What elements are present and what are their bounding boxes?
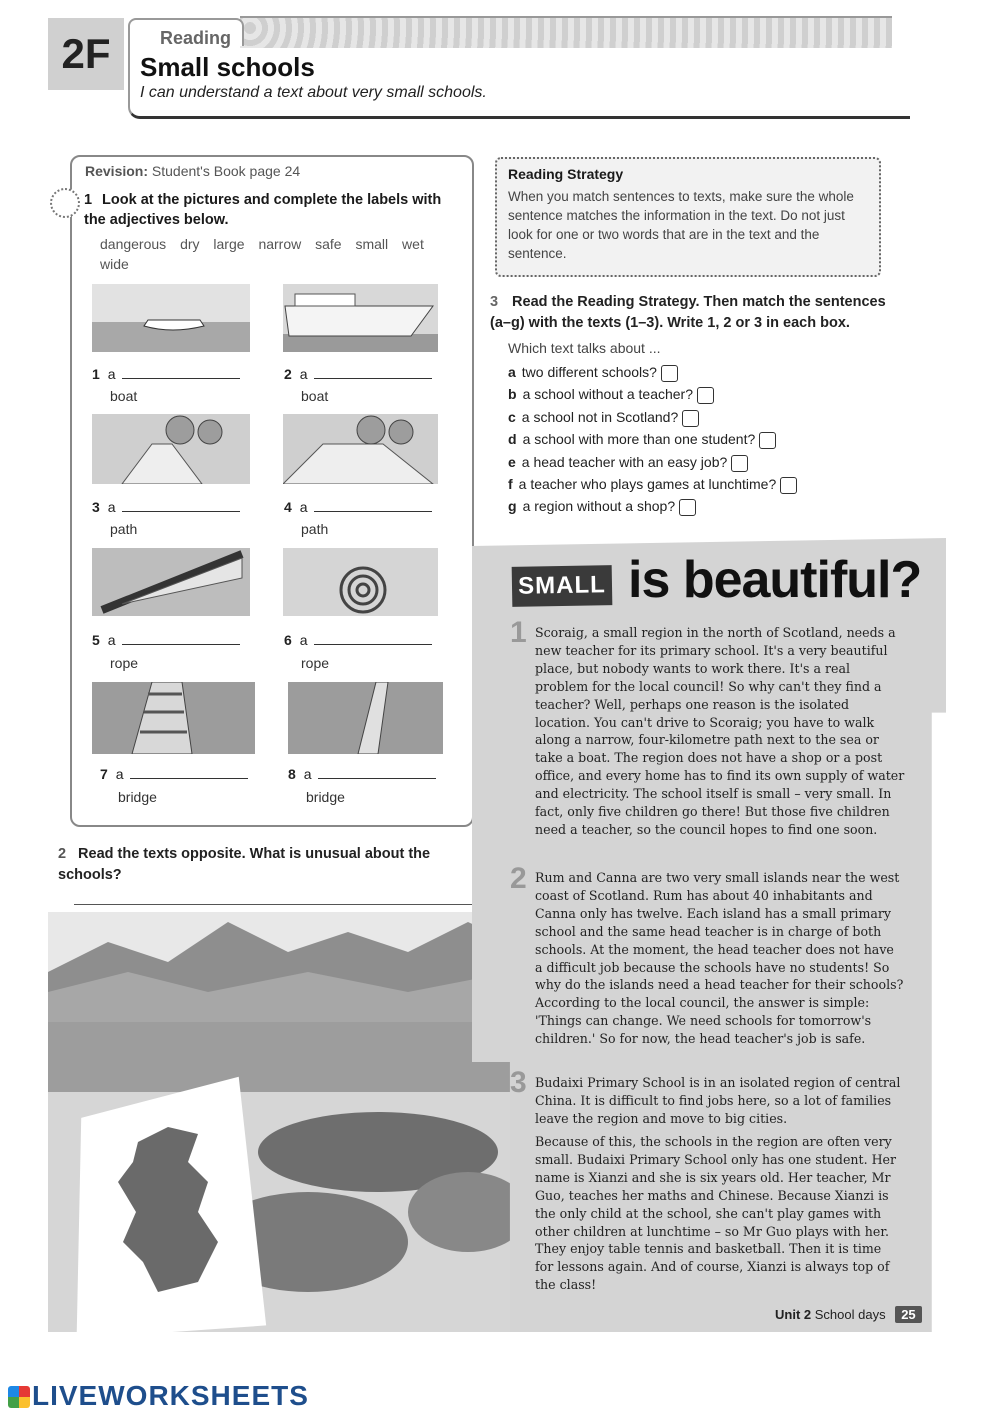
- text-number-2: 2: [510, 862, 527, 895]
- footer-unit-title: School days: [814, 1307, 886, 1322]
- strategy-body: When you match sentences to texts, make sure the whole sentence matches the information in the text. Do not just look for one or two words that are in the text and the sentence.: [508, 189, 854, 261]
- scotland-landscape-photo: [48, 912, 511, 1332]
- page-title: Small schools: [140, 52, 315, 82]
- section-label: Reading: [160, 28, 232, 48]
- answer-box[interactable]: [682, 410, 699, 427]
- label-4: 4 a: [284, 499, 432, 515]
- question-f: f a teacher who plays games at lunchtime?: [508, 476, 797, 494]
- noun-3: path: [110, 521, 138, 537]
- text-number-1: 1: [510, 616, 527, 649]
- answer-blank[interactable]: [318, 766, 436, 779]
- safe-rope-picture: [283, 548, 438, 616]
- narrow-path-picture: [92, 414, 250, 484]
- adjective: safe: [315, 236, 342, 252]
- answer-box[interactable]: [731, 455, 748, 472]
- brand-icon: [8, 1386, 30, 1408]
- adjective: narrow: [258, 236, 302, 252]
- answer-blank[interactable]: [314, 499, 432, 512]
- footer-unit: Unit 2: [775, 1307, 812, 1322]
- answer-box[interactable]: [661, 365, 678, 382]
- noun-1: boat: [110, 388, 138, 404]
- page-footer: [775, 1306, 922, 1323]
- noun-7: bridge: [118, 789, 157, 805]
- strategy-title: Reading Strategy: [508, 166, 624, 182]
- wide-path-picture: [283, 414, 438, 484]
- noun-4: path: [301, 521, 329, 537]
- label-1: 1 a: [92, 366, 240, 382]
- question-c: c a school not in Scotland?: [508, 409, 699, 427]
- adjective-list: [100, 234, 430, 274]
- adjective: small: [355, 236, 389, 252]
- exercise2-number: 2: [58, 846, 67, 862]
- answer-box[interactable]: [697, 387, 714, 404]
- noun-6: rope: [301, 655, 330, 671]
- answer-box[interactable]: [679, 499, 696, 516]
- answer-blank[interactable]: [122, 499, 240, 512]
- article-text-1: Scoraig, a small region in the north of Scotland, needs a new teacher for its primary school. It's a very beautiful place, but nobody wants to work there. It's a real problem for the local council! So why can't they find a teacher? Well, perhaps one reason is the isolated location. You can't drive to Scoraig; you have to walk along a narrow, four-kilometre path next to the sea or take a boat. The region does not have a shop or a post office, and every home has to find its own supply of water and electricity. The school itself is small – very small. In fact, only five children go there! But those five children need a teacher, so the council hopes to find one soon.: [535, 625, 905, 837]
- revision-ref: Student's Book page 24: [151, 163, 301, 179]
- adjective: large: [213, 236, 245, 252]
- adjective: dangerous: [100, 236, 167, 252]
- unit-badge: 2F: [48, 18, 124, 90]
- brand-logo: LIVEWORKSHEETS: [8, 1380, 309, 1412]
- question-b: b a school without a teacher?: [508, 386, 714, 404]
- question-g: g a region without a shop?: [508, 498, 696, 516]
- page-number: 25: [895, 1306, 921, 1323]
- noun-5: rope: [110, 655, 139, 671]
- revision-icon: [50, 188, 80, 218]
- exercise2-instruction: Read the texts opposite. What is unusual about the schools?: [58, 846, 431, 883]
- answer-blank[interactable]: [314, 632, 432, 645]
- noun-2: boat: [301, 388, 329, 404]
- article-text-2: Rum and Canna are two very small islands near the west coast of Scotland. Rum has about 40 inhabitants and Canna only has twelve. Each island has a small primary school and the same head teacher is in charge of both schools. At the moment, the head teacher does not have a difficult job because the schools have no students! So why do the islands need a head teacher for their schools? According to the local council, the answer is simple: 'Things can change. We need schools for tomorrow's children.' So for now, the head teacher's job is safe.: [535, 870, 904, 1047]
- answer-blank[interactable]: [122, 632, 240, 645]
- large-boat-picture: [283, 284, 438, 352]
- article-text-3a: Budaixi Primary School is in an isolated region of central China. It is difficult to find jobs here, so a lot of families leave the region and move to big cities.: [535, 1075, 901, 1126]
- exercise3-prompt: Which text talks about ...: [508, 340, 661, 356]
- exercise1-heading: [84, 190, 449, 230]
- label-6: 6 a: [284, 632, 432, 648]
- label-8: 8 a: [288, 766, 436, 782]
- answer-blank[interactable]: [314, 366, 432, 379]
- question-d: d a school with more than one student?: [508, 431, 776, 449]
- revision-label: Revision:: [85, 163, 149, 179]
- label-2: 2 a: [284, 366, 432, 382]
- adjective: wet: [402, 236, 424, 252]
- wet-bridge-picture: [92, 682, 255, 754]
- text-number-3: 3: [510, 1066, 527, 1099]
- article-text-3b: Because of this, the schools in the region are often very small. Budaixi Primary School only has one student. Her name is Xianzi and she is six years old. Her teacher, Mr Guo, teaches her maths and Chinese. Because Xianzi is the only child at the school, she can't play games with other children at lunchtime – so Mr Guo plays with her. They enjoy table tennis and basketball. Then it is time for lessons again. And of course, Xianzi is always top of the class!: [535, 1134, 897, 1293]
- exercise3-instruction: Read the Reading Strategy. Then match the sentences (a–g) with the texts (1–3). Write 1, 2 or 3 in each box.: [490, 294, 886, 331]
- answer-blank[interactable]: [130, 766, 248, 779]
- question-e: e a head teacher with an easy job?: [508, 454, 748, 472]
- article-headline: is beautiful?: [628, 551, 922, 609]
- exercise2-answer-line[interactable]: [74, 904, 472, 905]
- adjective: dry: [180, 236, 200, 252]
- exercise1-number: 1: [84, 192, 93, 208]
- exercise3-heading: [490, 292, 910, 334]
- question-a: a two different schools?: [508, 364, 678, 382]
- label-3: 3 a: [92, 499, 240, 515]
- exercise2-heading: [58, 844, 438, 886]
- answer-box[interactable]: [759, 432, 776, 449]
- headline-badge: SMALL: [512, 565, 613, 607]
- exercise1-instruction: Look at the pictures and complete the labels with the adjectives below.: [84, 192, 442, 228]
- label-7: 7 a: [100, 766, 248, 782]
- exercise3-number: 3: [490, 294, 499, 310]
- page-subtitle: I can understand a text about very small schools.: [140, 84, 487, 101]
- dangerous-rope-picture: [92, 548, 250, 616]
- adjective: wide: [100, 256, 129, 272]
- answer-blank[interactable]: [122, 366, 240, 379]
- noun-8: bridge: [306, 789, 345, 805]
- small-boat-picture: [92, 284, 250, 352]
- answer-box[interactable]: [780, 477, 797, 494]
- label-5: 5 a: [92, 632, 240, 648]
- revision-note: [85, 163, 300, 179]
- narrow-bridge-picture: [288, 682, 443, 754]
